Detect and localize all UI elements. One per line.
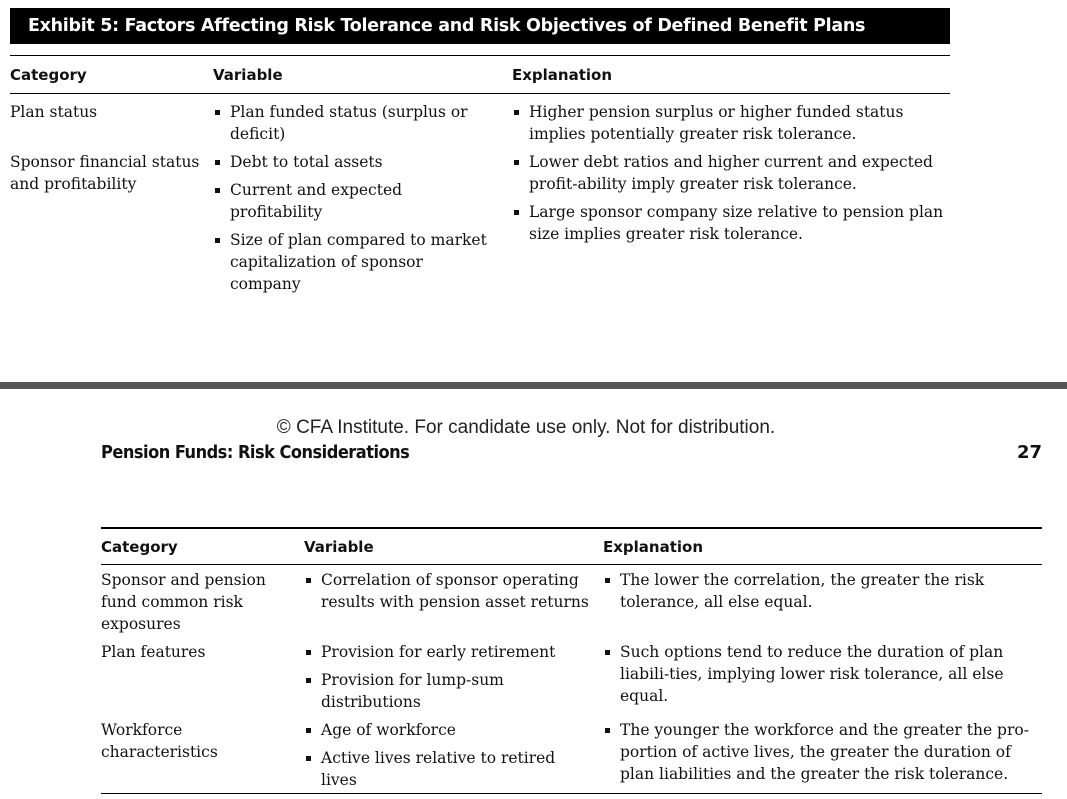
table-row-category: Sponsor and pension fund common risk exposures xyxy=(101,571,266,633)
table-row-category: Plan features xyxy=(101,643,206,661)
header-variable: Variable xyxy=(213,66,283,84)
table-row-category: Sponsor financial status and profitability xyxy=(10,153,200,193)
page-number: 27 xyxy=(1016,442,1042,463)
table-row-category: Plan status xyxy=(10,103,98,121)
list-item: Plan funded status (surplus or deficit) xyxy=(213,101,493,145)
list-item: Active lives relative to retired lives xyxy=(304,747,589,791)
header-explanation: Explanation xyxy=(512,66,613,84)
header-explanation: Explanation xyxy=(603,538,704,556)
table-row-variables xyxy=(213,151,493,301)
table-row-explanations xyxy=(512,101,952,151)
table-row-explanations xyxy=(603,719,1043,791)
table-row-explanations xyxy=(603,569,1043,619)
list-item: Size of plan compared to market capitalization of sponsor company xyxy=(213,229,493,295)
list-item: Correlation of sponsor operating results with pension asset returns xyxy=(304,569,589,613)
list-item: The younger the workforce and the greater the pro-portion of active lives, the greater the duration of plan liabilities and the greater the risk tolerance. xyxy=(603,719,1043,785)
table-row-variables xyxy=(213,101,493,151)
list-item: Lower debt ratios and higher current and expected profit-ability imply greater risk tolerance. xyxy=(512,151,952,195)
table-row-category: Workforce characteristics xyxy=(101,721,218,761)
list-item: The lower the correlation, the greater the risk tolerance, all else equal. xyxy=(603,569,1043,613)
exhibit-title: Exhibit 5: Factors Affecting Risk Tolerance and Risk Objectives of Defined Benefit Plans xyxy=(10,8,950,44)
table-row-explanations xyxy=(603,641,1043,713)
table-row-explanations xyxy=(512,151,952,251)
list-item: Higher pension surplus or higher funded status implies potentially greater risk tolerance. xyxy=(512,101,952,145)
page-divider xyxy=(0,382,1067,389)
list-item: Such options tend to reduce the duration of plan liabili-ties, implying lower risk tolerance, all else equal. xyxy=(603,641,1043,707)
table-top-rule xyxy=(10,55,950,56)
list-item: Current and expected profitability xyxy=(213,179,493,223)
header-category: Category xyxy=(10,66,87,84)
table-bottom-top-rule xyxy=(101,527,1042,529)
list-item: Provision for early retirement xyxy=(304,641,589,663)
list-item: Debt to total assets xyxy=(213,151,493,173)
table-header-rule xyxy=(101,564,1042,565)
list-item: Large sponsor company size relative to pension plan size implies greater risk tolerance. xyxy=(512,201,952,245)
header-variable: Variable xyxy=(304,538,374,556)
copyright-notice: © CFA Institute. For candidate use only. Not for distribution. xyxy=(276,417,776,438)
table-bottom-rule xyxy=(101,793,1042,794)
header-category: Category xyxy=(101,538,178,556)
running-head: Pension Funds: Risk Considerations xyxy=(101,442,410,463)
table-row-variables xyxy=(304,719,589,797)
table-row-variables xyxy=(304,641,589,719)
table-row-variables xyxy=(304,569,589,619)
table-header-rule xyxy=(10,93,950,94)
list-item: Age of workforce xyxy=(304,719,589,741)
list-item: Provision for lump-sum distributions xyxy=(304,669,589,713)
